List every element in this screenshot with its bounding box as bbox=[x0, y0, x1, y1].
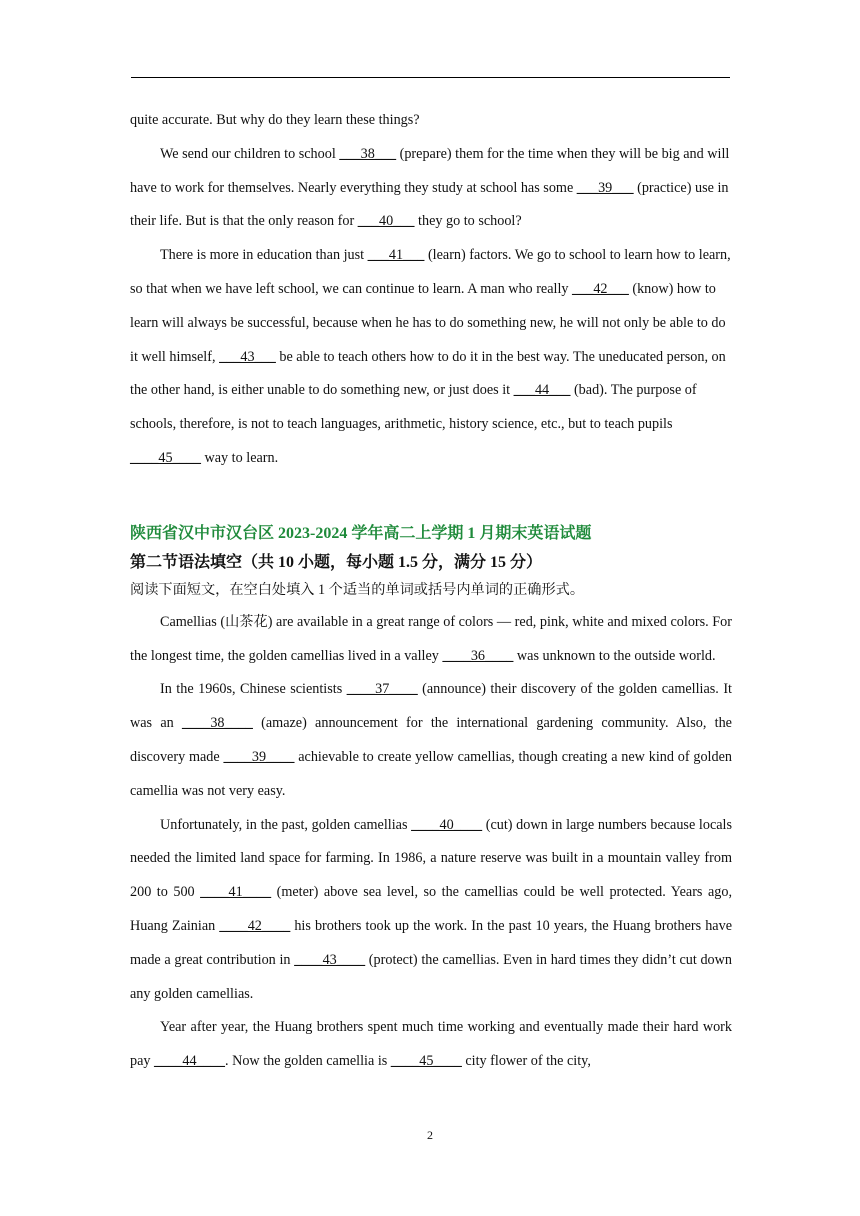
passage2-paragraph-2 bbox=[130, 673, 732, 808]
answer-blank: ____38____ bbox=[181, 715, 253, 732]
text-run: they go to school? bbox=[414, 213, 522, 230]
answer-blank: ____37____ bbox=[346, 681, 418, 698]
answer-blank: ____44____ bbox=[154, 1053, 225, 1070]
answer-blank: ____40____ bbox=[411, 816, 483, 833]
text-run: In the 1960s, Chinese scientists bbox=[160, 681, 347, 698]
text-run: (meter) above sea level, so the camellias could be well protected. Years ago, Huang Zainian bbox=[130, 884, 732, 934]
passage1-paragraph-2 bbox=[130, 239, 732, 476]
text-run: Unfortunately, in the past, golden camellias bbox=[160, 816, 412, 833]
answer-blank: ___43___ bbox=[219, 348, 276, 365]
text-run: We send our children to school bbox=[160, 145, 340, 162]
page-content bbox=[130, 104, 732, 1079]
answer-blank: ____43____ bbox=[294, 951, 366, 968]
answer-blank: ____42____ bbox=[219, 917, 291, 934]
text-run: city flower of the city, bbox=[461, 1053, 591, 1070]
text-run: There is more in education than just bbox=[160, 247, 368, 264]
page-number: 2 bbox=[427, 1128, 433, 1142]
answer-blank: ___38___ bbox=[339, 145, 397, 162]
text-run: (amaze) announcement for the international gardening community. Also, the discovery made bbox=[130, 715, 732, 765]
text-run: was unknown to the outside world. bbox=[513, 647, 716, 664]
text-run: way to learn. bbox=[200, 449, 279, 466]
section-heading: 陕西省汉中市汉台区 2023-2024 学年高二上学期 1 月期末英语试题 bbox=[130, 524, 592, 542]
text-run: (cut) down in large numbers because locals needed the limited land space for farming. In 1986, a nature reserve was built in a mountain valley from 200 to 500 bbox=[130, 816, 732, 901]
passage1-paragraph-1 bbox=[130, 138, 732, 239]
text-run: (protect) the camellias. Even in hard times they didn’t cut down any golden camellias. bbox=[130, 951, 732, 1002]
answer-blank: ___44___ bbox=[513, 382, 571, 399]
text-run: achievable to create yellow camellias, though creating a new kind of golden camellia was not very easy. bbox=[130, 748, 732, 799]
passage1-intro-line: quite accurate. But why do they learn these things? bbox=[130, 112, 420, 128]
text-run: (prepare) them for the time when they will be big and will have to work for themselves. Nearly everything they study at school has some bbox=[130, 145, 730, 196]
text-run: (practice) use in their life. But is that the only reason for bbox=[130, 179, 729, 230]
answer-blank: ____36____ bbox=[442, 647, 514, 664]
answer-blank: ____39____ bbox=[223, 748, 295, 765]
answer-blank: ___42___ bbox=[572, 280, 629, 297]
answer-blank: ___39___ bbox=[576, 179, 634, 196]
passage2-paragraph-3 bbox=[130, 809, 732, 1012]
text-run: his brothers took up the work. In the past 10 years, the Huang brothers have made a great contribution in bbox=[130, 917, 732, 968]
text-run: Year after year, the Huang brothers spent much time working and eventually made their hard work pay bbox=[130, 1019, 732, 1070]
text-run: be able to teach others how to do it in the best way. The uneducated person, on the other hand, is either unable to do something new, or just does it bbox=[130, 348, 726, 399]
answer-blank: ___41___ bbox=[367, 247, 425, 264]
answer-blank: ____45____ bbox=[130, 449, 201, 466]
answer-blank: ____41____ bbox=[200, 884, 272, 901]
section-instruction: 阅读下面短文，在空白处填入 1 个适当的单词或括号内单词的正确形式。 bbox=[130, 581, 585, 598]
text-run: Camellias (山茶花) are available in a great range of colors — red, pink, white and mixed colors. For the longest time, the golden camellias lived in a valley bbox=[130, 613, 732, 664]
passage2-paragraph-4 bbox=[130, 1011, 732, 1079]
text-run: (announce) their discovery of the golden camellias. It was an bbox=[130, 681, 732, 732]
text-run: (bad). The purpose of schools, therefore, is not to teach languages, arithmetic, history science, etc., but to teach pupils bbox=[130, 382, 697, 433]
text-run: . Now the golden camellia is bbox=[224, 1053, 391, 1070]
answer-blank: ___40___ bbox=[357, 213, 415, 230]
text-run: (know) how to learn will always be successful, because when he has to do something new, he will not only be able to do it well himself, bbox=[130, 280, 726, 365]
passage2-paragraph-1 bbox=[130, 606, 732, 674]
text-run: (learn) factors. We go to school to learn how to learn, so that when we have left school, we can continue to learn. A man who really bbox=[130, 247, 731, 297]
header-rule bbox=[131, 77, 730, 78]
answer-blank: ____45____ bbox=[390, 1053, 462, 1070]
section-subheading: 第二节语法填空（共 10 小题，每小题 1.5 分，满分 15 分） bbox=[130, 553, 543, 571]
